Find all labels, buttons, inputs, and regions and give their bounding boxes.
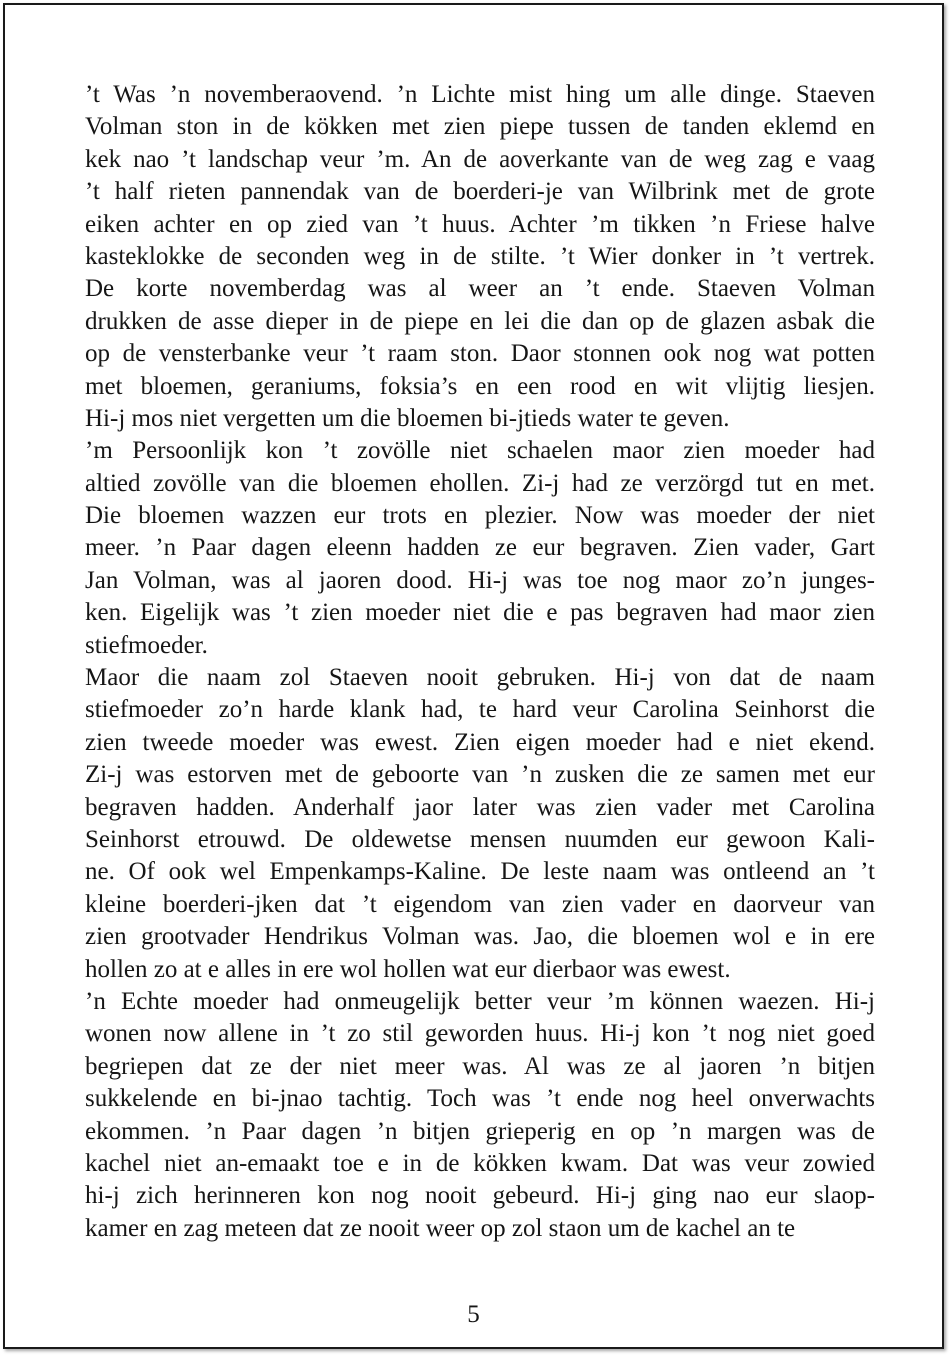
text-line: meer. ’n Paar dagen eleenn hadden ze eur begraven. Zien vader, Gart [85, 534, 875, 562]
text-line: zien tweede moeder was ewest. Zien eigen moeder had e niet ekend. [85, 728, 875, 756]
text-line: ’t half rieten pannendak van de boerderi-je van Wilbrink met de grote [85, 178, 875, 206]
text-line: Volman ston in de kökken met zien piepe tussen de tanden eklemd en [85, 113, 875, 141]
text-line: wonen now allene in ’t zo stil geworden huus. Hi-j kon ’t nog niet goed [85, 1020, 875, 1048]
text-line: Die bloemen wazzen eur trots en plezier. Now was moeder der niet [85, 502, 875, 530]
text-line: eiken achter en op zied van ’t huus. Achter ’m tikken ’n Friese halve [85, 210, 875, 238]
text-line: Maor die naam zol Staeven nooit gebruken. Hi-j von dat de naam [85, 664, 875, 692]
text-line: ekommen. ’n Paar dagen ’n bitjen grieperig en op ’n margen was de [85, 1117, 875, 1145]
body-text [85, 79, 875, 1245]
paragraph [85, 435, 875, 662]
text-line: stiefmoeder zo’n harde klank had, te hard veur Carolina Seinhorst die [85, 696, 875, 724]
text-line: Zi-j was estorven met de geboorte van ’n zusken die ze samen met eur [85, 761, 875, 789]
text-line: ’n Echte moeder had onmeugelijk better veur ’m können waezen. Hi-j [85, 987, 875, 1015]
paragraph [85, 79, 875, 435]
paragraph [85, 662, 875, 986]
text-line: Hi-j mos niet vergetten um die bloemen bi-jtieds water te geven. [85, 404, 730, 432]
text-line: zien grootvader Hendrikus Volman was. Jao, die bloemen wol e in ere [85, 923, 875, 951]
text-line: begraven hadden. Anderhalf jaor later was zien vader met Carolina [85, 793, 875, 821]
page-number: 5 [467, 1301, 480, 1328]
text-line: met bloemen, geraniums, foksia’s en een rood en wit vlijtig liesjen. [85, 372, 875, 400]
text-line: ’t Was ’n novemberaovend. ’n Lichte mist hing um alle dinge. Staeven [85, 81, 875, 108]
paragraph [85, 986, 875, 1245]
text-line: hollen zo at e alles in ere wol hollen wat eur dierbaor was ewest. [85, 955, 731, 983]
text-line: De korte novemberdag was al weer an ’t ende. Staeven Volman [85, 275, 875, 303]
page-frame [3, 3, 944, 1349]
text-line: ’m Persoonlijk kon ’t zovölle niet schaelen maor zien moeder had [85, 437, 875, 465]
text-line: Jan Volman, was al jaoren dood. Hi-j was toe nog maor zo’n junges- [85, 566, 875, 594]
text-line: kasteklokke de seconden weg in de stilte. ’t Wier donker in ’t vertrek. [85, 242, 875, 270]
text-line: kleine boerderi-jken dat ’t eigendom van zien vader en daorveur van [85, 890, 875, 918]
text-line: op de vensterbanke veur ’t raam ston. Daor stonnen ook nog wat potten [85, 340, 875, 368]
text-line: kek nao ’t landschap veur ’m. An de aoverkante van de weg zag e vaag [85, 145, 875, 173]
text-line: Seinhorst etrouwd. De oldewetse mensen nuumden eur gewoon Kali- [85, 825, 875, 853]
text-line: ne. Of ook wel Empenkamps-Kaline. De leste naam was ontleend an ’t [85, 858, 875, 886]
text-line: stiefmoeder. [85, 631, 208, 659]
text-line: ken. Eigelijk was ’t zien moeder niet die e pas begraven had maor zien [85, 599, 875, 627]
text-line: kachel niet an-emaakt toe e in de kökken kwam. Dat was veur zowied [85, 1149, 875, 1177]
text-line: altied zovölle van die bloemen ehollen. Zi-j had ze verzörgd tut en met. [85, 469, 875, 497]
text-line: drukken de asse dieper in de piepe en lei die dan op de glazen asbak die [85, 307, 875, 335]
text-line: begriepen dat ze der niet meer was. Al was ze al jaoren ’n bitjen [85, 1052, 875, 1080]
text-line: hi-j zich herinneren kon nog nooit gebeurd. Hi-j ging nao eur slaop- [85, 1182, 875, 1210]
text-line: sukkelende en bi-jnao tachtig. Toch was ’t ende nog heel onverwachts [85, 1085, 875, 1113]
text-line: kamer en zag meteen dat ze nooit weer op zol staon um de kachel an te [85, 1214, 796, 1242]
